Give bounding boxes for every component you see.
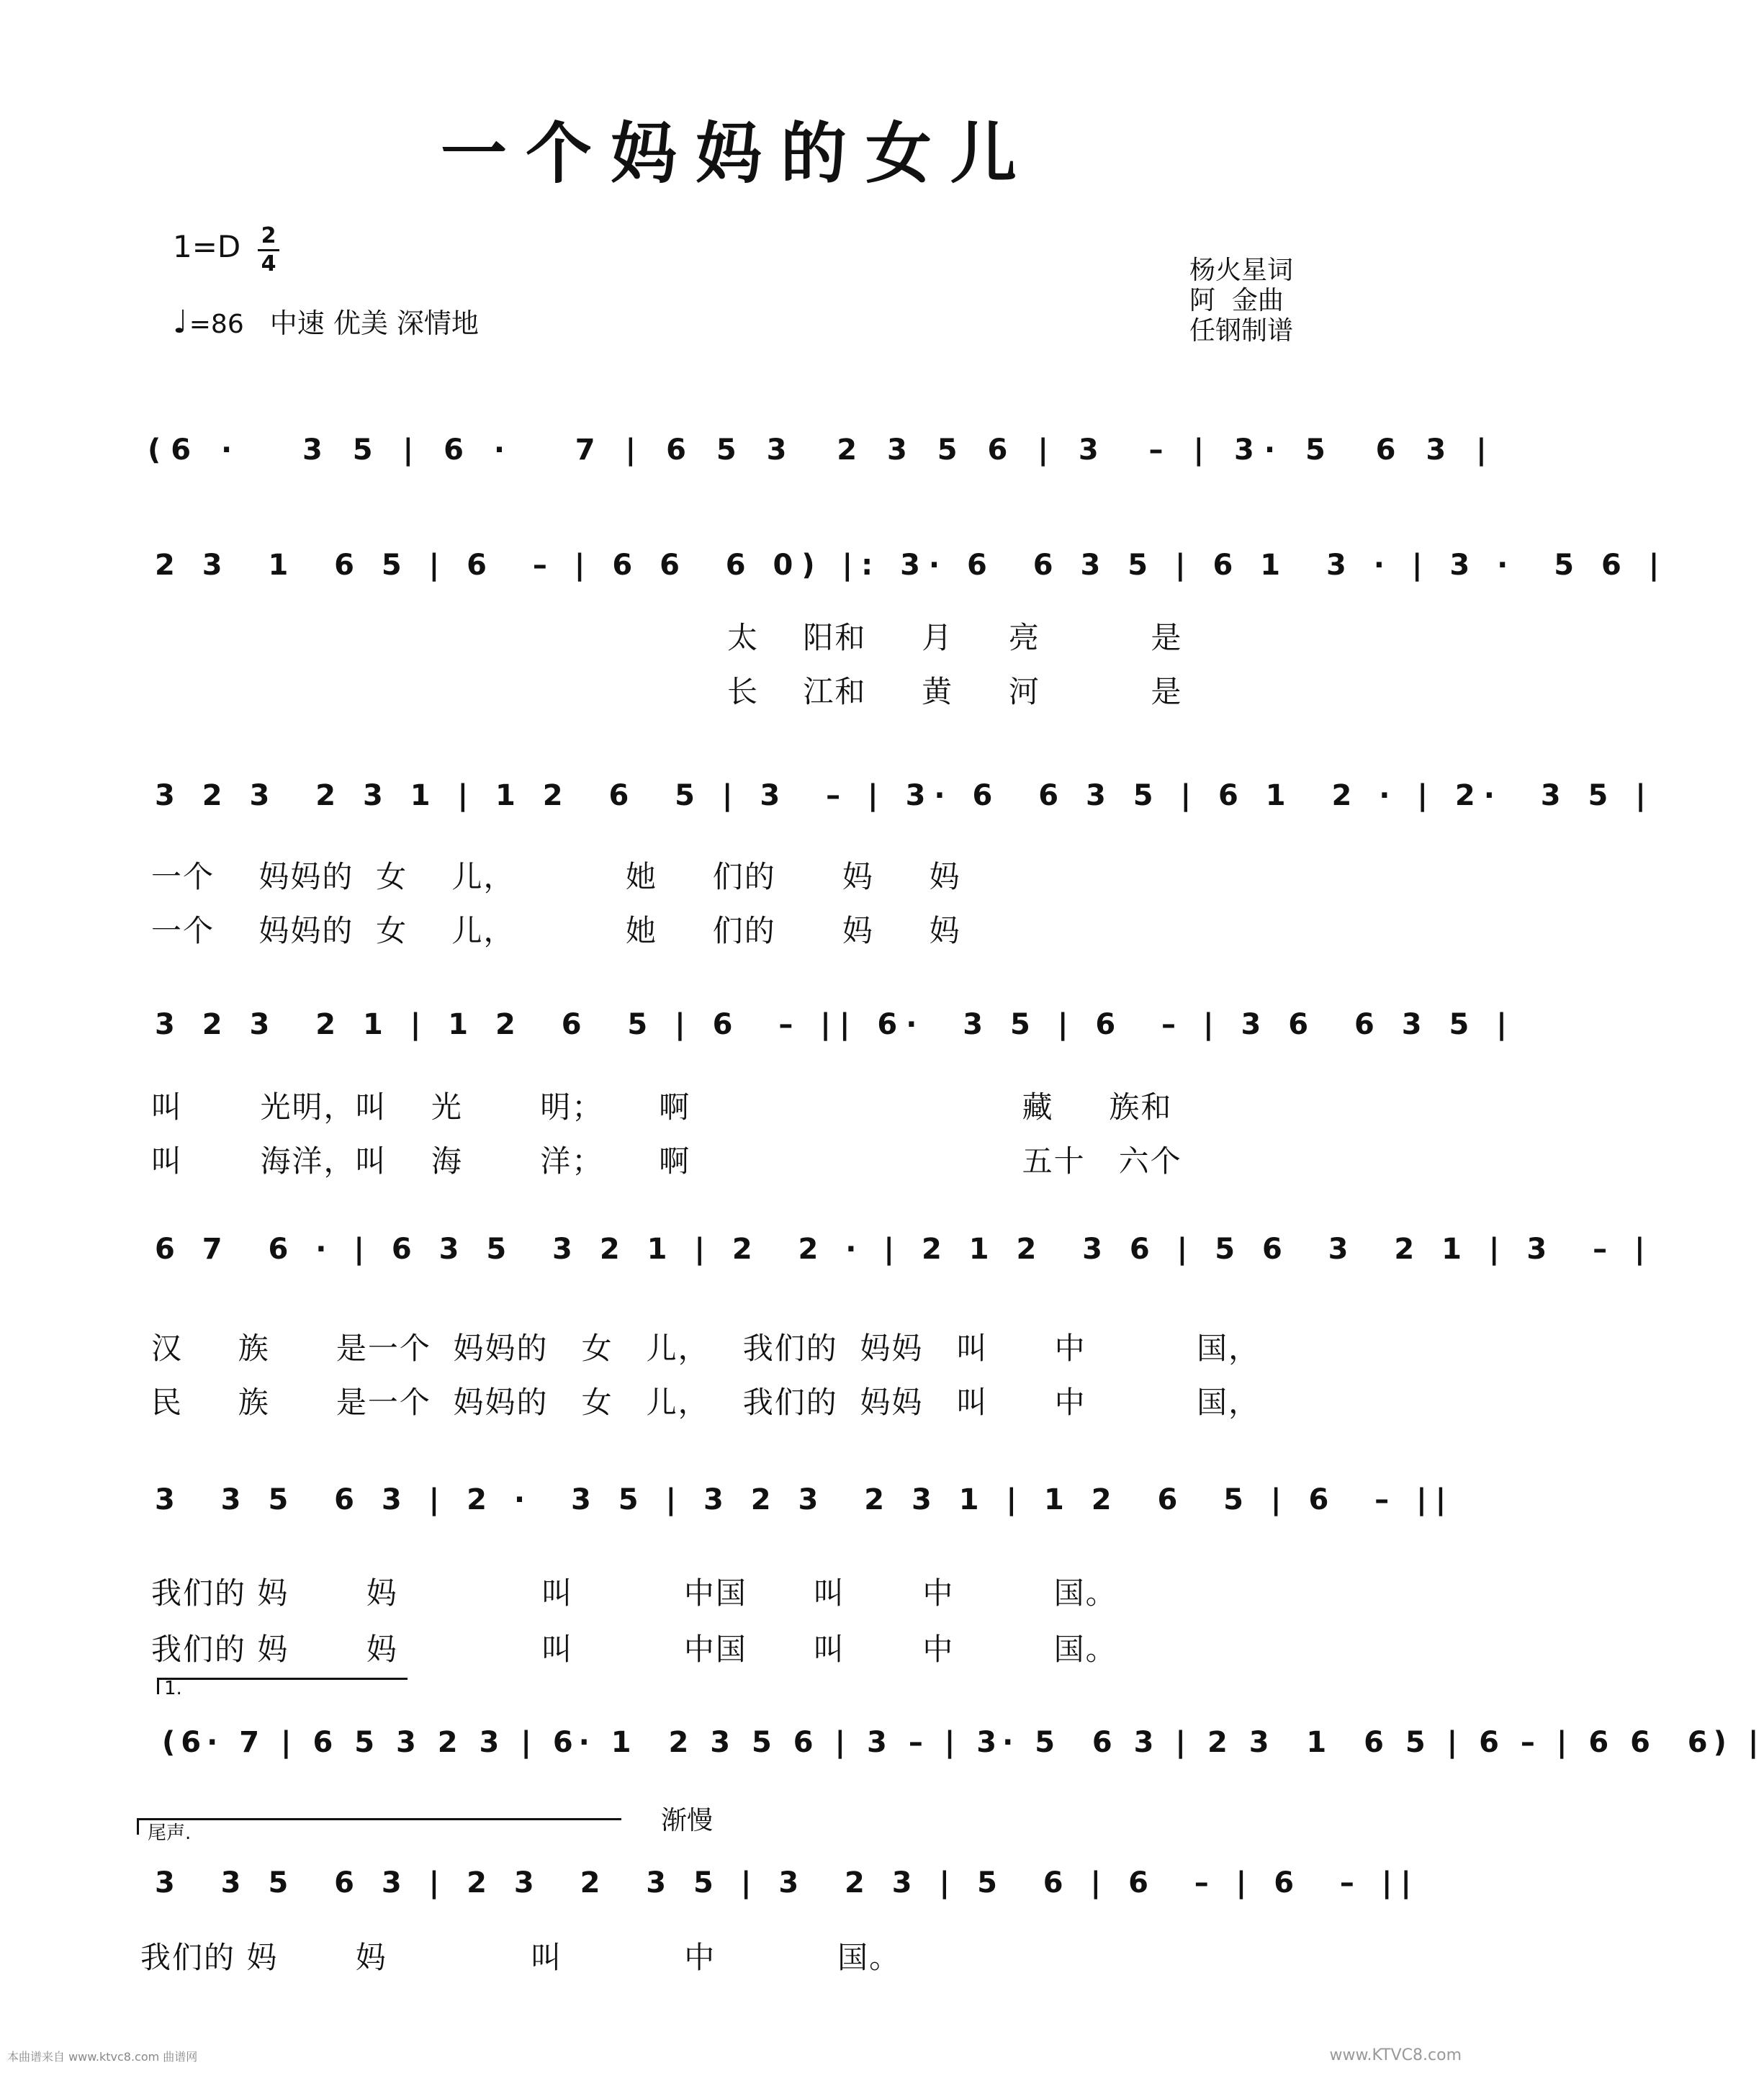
notation-credit: 任钢制谱 — [1189, 316, 1294, 346]
coda-label: 尾声. — [148, 1822, 192, 1844]
footer-right: www.KTVC8.com — [1329, 2046, 1462, 2064]
lyricist-credit: 杨火星词 — [1189, 256, 1294, 285]
lyrics-line-3-verse-1: 一个 妈妈的 女 儿， 她 们的 妈 妈 — [151, 859, 961, 894]
score-line-6 — [144, 1482, 1455, 1539]
lyrics-line-6-verse-1: 我们的 妈 妈 叫 中国 叫 中 国。 — [151, 1575, 1117, 1611]
lyrics-line-2-verse-2: 长 江和 黄 河 是 — [727, 674, 1183, 709]
score-line-8-notes: 3 3 5 6 3 | 2 3 2 3 5 | 3 2 3 | 5 6 | 6 – | 6 – || — [155, 1866, 1421, 1899]
key-signature: 1=D — [173, 229, 241, 264]
time-signature-bottom: 4 — [261, 251, 276, 276]
tempo-marking — [173, 301, 479, 341]
score-line-5 — [144, 1231, 1654, 1289]
lyrics-line-4-verse-1: 叫 光明，叫 光 明； 啊 藏 族和 — [151, 1089, 1173, 1125]
score-line-1-notes: (6 · 3 5 | 6 · 7 | 6 5 3 2 3 5 6 | 3 – | 3· 5 6 3 | — [148, 433, 1497, 467]
lyrics-line-5-verse-2: 民 族 是一个 妈妈的 女 儿， 我们的 妈妈 叫 中 国， — [151, 1385, 1261, 1420]
score-line-8 — [144, 1865, 1421, 1923]
volta-label: 1. — [164, 1678, 182, 1699]
composer-credit: 阿 金曲 — [1189, 286, 1284, 315]
ritardando-marking: 渐慢 — [661, 1806, 714, 1835]
credits — [1189, 256, 1293, 346]
lyrics-line-2-verse-1: 太 阳和 月 亮 是 — [727, 620, 1183, 655]
time-signature-top: 2 — [261, 223, 276, 248]
score-line-5-notes: 6 7 6 · | 6 3 5 3 2 1 | 2 2 · | 2 1 2 3 6 | 5 6 3 2 1 | 3 – | — [155, 1233, 1654, 1266]
page-title: 一个妈妈的女儿 — [440, 114, 1035, 192]
score-line-2-notes: 2 3 1 6 5 | 6 – | 6 6 6 0) |: 3· 6 6 3 5 | 6 1 3 · | 3 · 5 6 | — [155, 549, 1668, 582]
tempo-value: =86 — [189, 310, 244, 339]
lyrics-line-4-verse-2: 叫 海洋，叫 海 洋； 啊 五十 六个 — [151, 1143, 1182, 1179]
lyrics-line-6-verse-2: 我们的 妈 妈 叫 中国 叫 中 国。 — [151, 1632, 1117, 1667]
score-line-7 — [144, 1724, 1764, 1782]
lyrics-line-8: 我们的 妈 妈 叫 中 国。 — [140, 1940, 901, 1975]
lyrics-line-3-verse-2: 一个 妈妈的 女 儿， 她 们的 妈 妈 — [151, 913, 961, 948]
score-line-2 — [144, 547, 1668, 605]
score-line-7-notes: (6· 7 | 6 5 3 2 3 | 6· 1 2 3 5 6 | 3 – | 3· 5 6 3 | 2 3 1 6 5 | 6 – | 6 6 6) | — [162, 1726, 1764, 1759]
score-line-3 — [144, 778, 1655, 835]
coda-bracket — [137, 1818, 621, 1835]
quarter-note-icon: ♩ — [173, 304, 188, 341]
style-marking: 中速 优美 深情地 — [269, 307, 479, 339]
lyrics-line-5-verse-1: 汉 族 是一个 妈妈的 女 儿， 我们的 妈妈 叫 中 国， — [151, 1331, 1261, 1366]
score-line-1 — [144, 432, 1497, 490]
score-line-6-notes: 3 3 5 6 3 | 2 · 3 5 | 3 2 3 2 3 1 | 1 2 6 5 | 6 – || — [155, 1483, 1455, 1516]
time-signature — [258, 225, 279, 276]
score-line-4-notes: 3 2 3 2 1 | 1 2 6 5 | 6 – || 6· 3 5 | 6 – | 3 6 6 3 5 | — [155, 1008, 1516, 1041]
score-line-4 — [144, 1007, 1516, 1064]
volta-bracket — [157, 1678, 408, 1694]
score-line-3-notes: 3 2 3 2 3 1 | 1 2 6 5 | 3 – | 3· 6 6 3 5 | 6 1 2 · | 2· 3 5 | — [155, 779, 1655, 812]
footer-left: 本曲谱来自 www.ktvc8.com 曲谱网 — [7, 2050, 198, 2064]
